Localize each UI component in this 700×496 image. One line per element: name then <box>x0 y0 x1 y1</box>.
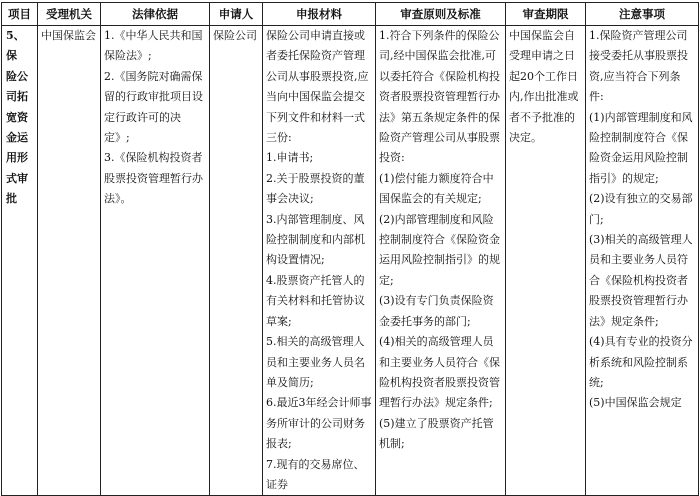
authority-cell <box>38 26 101 496</box>
review-standard-item: (4)相关的高级管理人员和主要业务人员符合《保险机构投资者股票投资管理暂行办法》规定条件; <box>379 335 500 410</box>
notes-item: (1)内部管理制度和风险控制制度符合《保险资金运用风险控制指引》的规定; <box>589 110 693 185</box>
header-authority: 受理机关 <box>38 3 101 26</box>
header-project: 项目 <box>2 3 38 26</box>
header-materials: 申报材料 <box>263 3 376 26</box>
review-period-cell <box>506 26 586 496</box>
legal-basis-item: 2.《国务院对确需保留的行政审批项目设定行政许可的决定》; <box>104 69 203 145</box>
table-row <box>2 26 699 496</box>
review-standards-cell <box>376 26 506 496</box>
authority-text: 中国保监会 <box>41 29 96 42</box>
materials-item: 2.关于股票投资的董事会决议; <box>266 171 365 206</box>
project-line: 司拓 <box>6 90 28 104</box>
notes-item: (3)相关的高级管理人员和主要业务人员符合《保险机构投资者股票投资管理暂行办法》规定条件; <box>589 233 693 328</box>
materials-item: 3.内部管理制度、风险控制制度和内部机构设置情况; <box>266 212 365 267</box>
header-row <box>2 3 699 26</box>
legal-basis-item: 1.《中华人民共和国保险法》; <box>104 29 203 63</box>
notes-item: 1.保险资产管理公司接受委托从事股票投资,应当符合下列条件: <box>589 29 688 104</box>
legal-basis-item: 3.《保险机构投资者股票投资管理暂行办法》。 <box>104 151 203 206</box>
legal-basis-cell <box>101 26 210 496</box>
review-standard-item: (1)偿付能力额度符合中国保监会的有关规定; <box>379 171 494 206</box>
header-notes: 注意事项 <box>586 3 699 26</box>
review-standard-item: (2)内部管理制度和风险控制制度符合《保险资金运用风险控制指引》的规定; <box>379 212 500 287</box>
approval-table <box>1 2 699 496</box>
review-period-text: 中国保监会自受理申请之日起20个工作日内,作出批准或者不予批准的决定。 <box>509 29 579 145</box>
materials-item: 7.现有的交易席位、证券 <box>266 457 365 491</box>
materials-cell <box>263 26 376 496</box>
materials-item: 保险公司申请直接或者委托保险资产管理公司从事股票投资,应当向中国保监会提交下列文件和材料一式三份: <box>266 29 369 145</box>
applicant-cell <box>210 26 263 496</box>
materials-item: 5.相关的高级管理人员和主要业务人员名单及简历; <box>266 335 365 389</box>
materials-item: 1.申请书; <box>266 151 314 165</box>
notes-item: (5)中国保监会规定 <box>589 396 682 410</box>
header-legal-basis: 法律依据 <box>101 3 210 26</box>
project-line: 金运 <box>6 131 28 145</box>
header-review-standards: 审查原则及标准 <box>376 3 506 26</box>
header-review-period: 审查期限 <box>506 3 586 26</box>
project-line: 险公 <box>6 69 28 83</box>
notes-item: (2)设有独立的交易部门; <box>589 192 693 226</box>
project-line: 批 <box>6 192 17 206</box>
applicant-text: 保险公司 <box>213 29 257 42</box>
notes-cell <box>586 26 699 496</box>
review-standard-item: 1.符合下列条件的保险公司,经中国保监会批准,可以委托符合《保险机构投资者股票投资管理暂行办法》第五条规定条件的保险资产管理公司从事股票投资: <box>379 29 500 165</box>
project-line: 宽资 <box>6 110 28 124</box>
project-line: 式审 <box>6 171 28 185</box>
materials-item: 4.股票资产托管人的有关材料和托管协议草案; <box>266 273 365 328</box>
review-standard-item: (5)建立了股票资产托管机制; <box>379 416 494 451</box>
materials-item: 6.最近3年经会计师事务所审计的公司财务报表; <box>266 396 372 451</box>
header-applicant: 申请人 <box>210 3 263 26</box>
notes-item: (4)具有专业的投资分析系统和风险控制系统; <box>589 335 693 389</box>
project-line: 5、保 <box>6 29 25 63</box>
project-line: 用形 <box>6 151 28 165</box>
project-cell <box>2 26 38 496</box>
review-standard-item: (3)设有专门负责保险资金委托事务的部门; <box>379 294 494 328</box>
